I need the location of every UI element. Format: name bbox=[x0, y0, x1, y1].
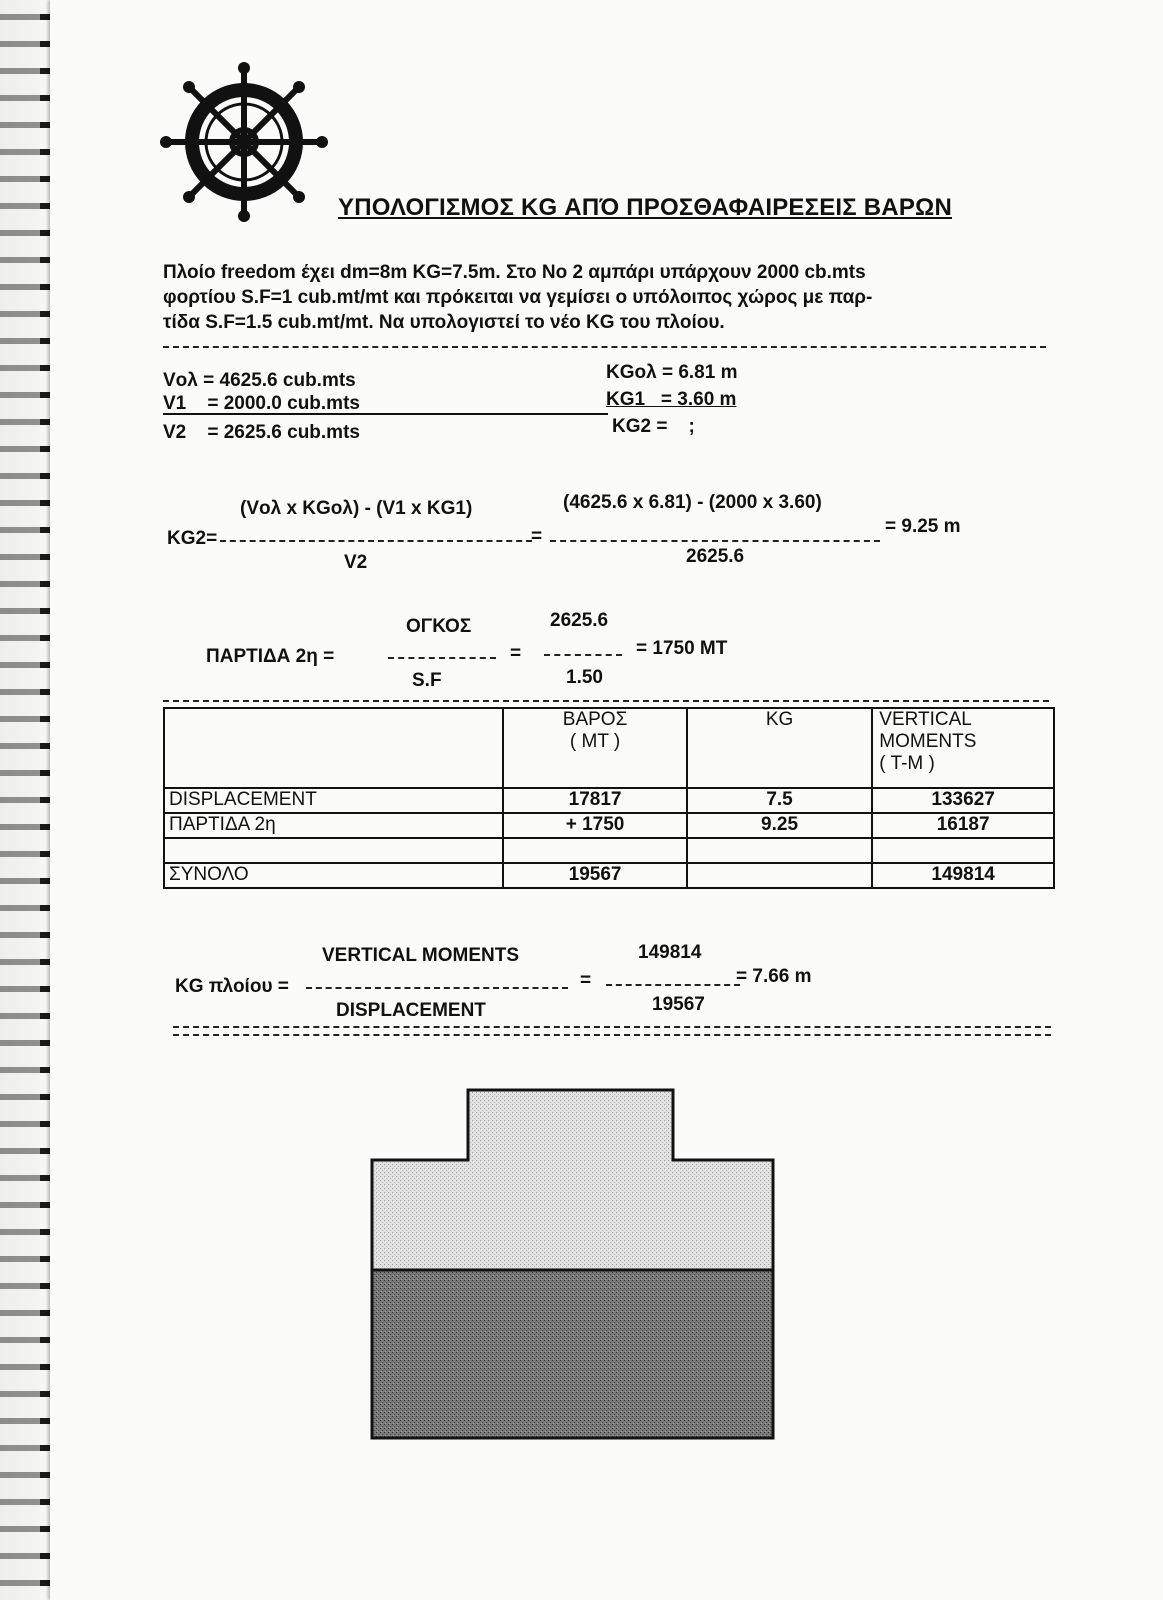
cargo-hold-diagram bbox=[368, 1088, 786, 1440]
table-header-cell: KG bbox=[687, 708, 872, 788]
partida-equals: = bbox=[510, 643, 522, 664]
table-cell bbox=[164, 838, 503, 863]
table-cell bbox=[872, 838, 1054, 863]
kg2-denominator-symbolic: V2 bbox=[344, 552, 368, 573]
kg-final-fraction-bar-label bbox=[306, 987, 568, 989]
partida-result: = 1750 MT bbox=[636, 638, 728, 659]
partida-numerator-numeric: 2625.6 bbox=[550, 610, 609, 631]
partida-denominator-symbolic: S.F bbox=[412, 670, 442, 691]
table-cell: 7.5 bbox=[687, 788, 872, 813]
table-cell: 19567 bbox=[503, 863, 687, 888]
kg2-numerator-numeric: (4625.6 x 6.81) - (2000 x 3.60) bbox=[563, 492, 822, 513]
table-cell: 149814 bbox=[872, 863, 1054, 888]
problem-line-3: τίδα S.F=1.5 cub.mt/mt. Να υπολογιστεί το νέο KG του πλοίου. bbox=[163, 312, 725, 333]
table-cell: 9.25 bbox=[687, 813, 872, 838]
kg2-denominator-numeric: 2625.6 bbox=[686, 546, 745, 567]
table-cell: + 1750 bbox=[503, 813, 687, 838]
kg-v2: KG2 = ; bbox=[612, 416, 695, 437]
page-title: ΥΠΟΛΟΓΙΣΜΟΣ KG ΑΠΌ ΠΡΟΣΘΑΦΑΙΡΕΣΕΙΣ ΒΑΡΩΝ bbox=[338, 194, 952, 221]
table-header-cell bbox=[164, 708, 503, 788]
dashed-separator bbox=[163, 346, 1046, 348]
partida-numerator-symbolic: ΟΓΚΟΣ bbox=[406, 616, 472, 637]
partida-fraction-bar-numeric bbox=[544, 654, 622, 656]
table-row bbox=[164, 813, 1054, 838]
table-header-row bbox=[164, 708, 1054, 788]
problem-line-1: Πλοίο freedom έχει dm=8m KG=7.5m. Στο Νο 2 αμπάρι υπάρχουν 2000 cb.mts bbox=[163, 262, 866, 283]
weights-table bbox=[163, 707, 1055, 889]
kg2-lhs: KG2= bbox=[167, 528, 218, 549]
kg2-equals: = bbox=[531, 526, 543, 547]
kg-final-numerator-value: 149814 bbox=[638, 942, 702, 963]
kg-v1: KG1 = 3.60 m bbox=[606, 389, 737, 410]
ship-wheel-icon bbox=[158, 62, 336, 232]
table-row bbox=[164, 788, 1054, 813]
kg-final-numerator-label: VERTICAL MOMENTS bbox=[322, 945, 520, 966]
volume-v2: V2 = 2625.6 cub.mts bbox=[163, 422, 360, 443]
double-dashed-separator bbox=[173, 1026, 1051, 1036]
table-row bbox=[164, 838, 1054, 863]
kg2-fraction-bar-symbolic bbox=[220, 540, 532, 542]
volume-total: Vολ = 4625.6 cub.mts bbox=[163, 370, 356, 391]
volume-v1: V1 = 2000.0 cub.mts bbox=[163, 395, 608, 415]
table-cell: DISPLACEMENT bbox=[164, 788, 503, 813]
kg-final-result: = 7.66 m bbox=[736, 966, 812, 987]
table-cell: ΣΥΝΟΛΟ bbox=[164, 863, 503, 888]
kg-final-denominator-label: DISPLACEMENT bbox=[336, 1000, 486, 1021]
table-cell bbox=[503, 838, 687, 863]
kg-final-denominator-value: 19567 bbox=[652, 994, 705, 1015]
kg2-fraction-bar-numeric bbox=[550, 540, 880, 542]
kg2-result: = 9.25 m bbox=[885, 516, 961, 537]
table-cell bbox=[687, 838, 872, 863]
kg-final-equals: = bbox=[580, 970, 592, 991]
table-cell bbox=[687, 863, 872, 888]
table-header-cell: VERTICAL MOMENTS ( T-M ) bbox=[872, 708, 1054, 788]
table-cell: 133627 bbox=[872, 788, 1054, 813]
table-header-cell: ΒΑΡΟΣ ( MT ) bbox=[503, 708, 687, 788]
kg-final-lhs: KG πλοίου = bbox=[175, 976, 289, 997]
table-cell: 16187 bbox=[872, 813, 1054, 838]
table-cell: ΠΑΡΤΙΔΑ 2η bbox=[164, 813, 503, 838]
table-cell: 17817 bbox=[503, 788, 687, 813]
partida-lhs: ΠΑΡΤΙΔΑ 2η = bbox=[206, 646, 335, 667]
kg-final-fraction-bar-value bbox=[606, 984, 740, 986]
table-row bbox=[164, 863, 1054, 888]
kg-total: KGoλ = 6.81 m bbox=[606, 362, 738, 383]
partida-fraction-bar-symbolic bbox=[388, 657, 496, 659]
upper-hold-partida bbox=[372, 1090, 773, 1270]
problem-line-2: φορτίου S.F=1 cub.mt/mt και πρόκειται να γεμίσει ο υπόλοιπος χώρος με παρ- bbox=[163, 287, 873, 308]
partida-denominator-numeric: 1.50 bbox=[566, 667, 603, 688]
kg2-numerator-symbolic: (Vολ x KGoλ) - (V1 x KG1) bbox=[240, 498, 473, 519]
dashed-separator bbox=[163, 700, 1049, 702]
lower-hold-cargo bbox=[372, 1270, 773, 1438]
